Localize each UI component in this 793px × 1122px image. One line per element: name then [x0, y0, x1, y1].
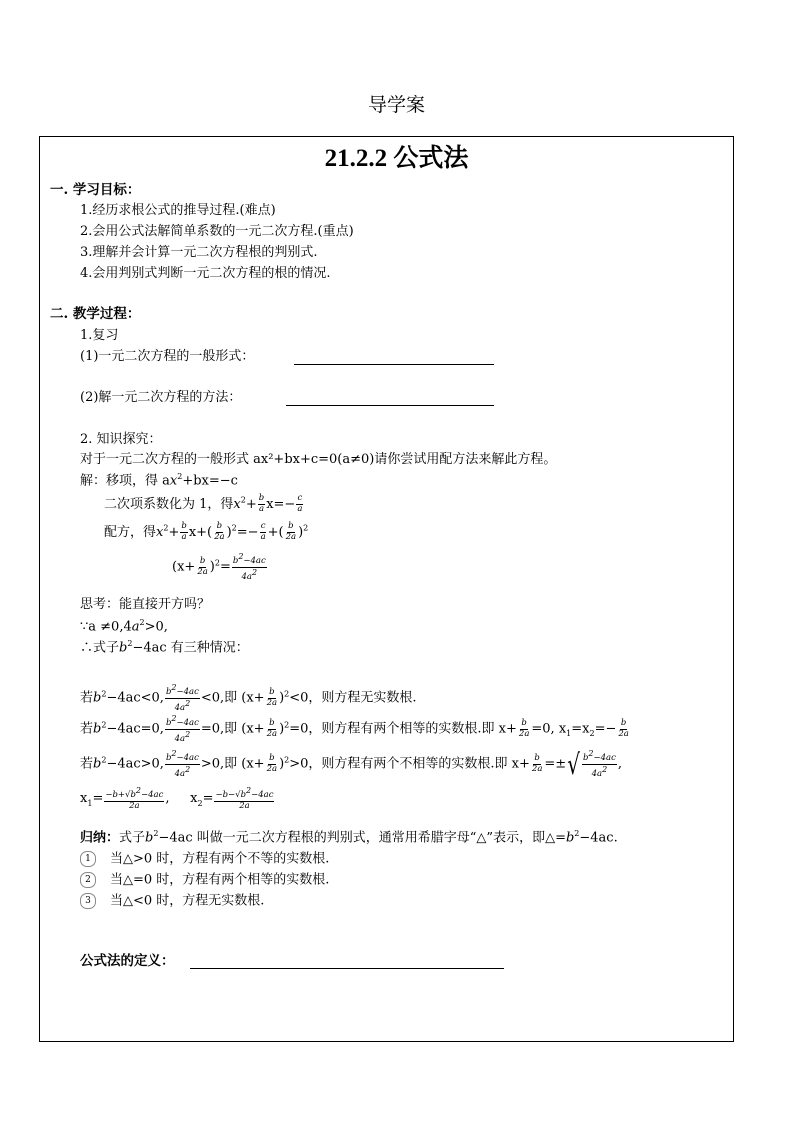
review-label: 1.复习	[80, 328, 119, 343]
summary-line: 归纳：式子$b^2-4ac$ 叫做一元二次方程根的判别式，通常用希腊字母“△”表示，即$\triangle=b^2-4ac$.	[80, 829, 618, 846]
explore-label: 2. 知识探究：	[80, 432, 162, 447]
rule-item: 1 当△>0 时，方程有两个不等的实数根.	[80, 851, 329, 867]
answer-blank-2[interactable]	[286, 405, 494, 406]
objective-item: 1.经历求根公式的推导过程.(难点)	[80, 203, 276, 218]
root-formulas: $x_1=$ $\frac{-b+√b^2-4ac}{2a}$ , $x_2=$ $\frac{-b-√b^2-4ac}{2a}$	[80, 786, 274, 811]
lesson-title: 21.2.2 公式法	[324, 145, 469, 172]
explore-intro: 对于一元二次方程的一般形式 ax²+bx+c=0(a≠0)请你尝试用配方法来解此方程。	[80, 452, 557, 467]
solve-step-move: 解：移项，得 $ax^2+bx=-c$	[80, 472, 238, 489]
objective-item: 2.会用公式法解简单系数的一元二次方程.(重点)	[80, 224, 354, 239]
because-line: ∵a $\ne 0,4a^2>0$,	[80, 618, 168, 635]
case-negative: 若$b^2-4ac<0$, $\frac{b^2-4ac}{4a^2}$ <0,即 (x+ $\frac{b}{2a}$ )$^2$<0，则方程无实数根.	[80, 683, 417, 713]
definition-blank[interactable]	[190, 968, 504, 969]
rule-item: 3 当△<0 时，方程无实数根.	[80, 893, 264, 909]
objective-item: 4.会用判别式判断一元二次方程的根的情况.	[80, 266, 331, 281]
solve-step-result: (x+ $\frac{b}{2a}$ )$^2$= $\frac{b^2-4ac}{4a^2}$	[172, 552, 266, 582]
document-header: 导学案	[367, 94, 425, 116]
solve-step-coefficient: 二次项系数化为 1，得$x^2+$ $\frac{b}{a}$ x=− $\frac{c}{a}$	[104, 493, 303, 514]
definition-label: 公式法的定义：	[80, 953, 175, 969]
case-positive: 若$b^2-4ac>0$, $\frac{b^2-4ac}{4a^2}$ >0,即 (x+ $\frac{b}{2a}$ )$^2$>0，则方程有两个不相等的实数根.即 x+ $\frac{b}{2a}$ =±√ $\frac{b^2-4ac}{4a^2}$ ,	[80, 747, 622, 781]
rule-item: 2 当△=0 时，方程有两个相等的实数根.	[80, 872, 329, 888]
solve-step-complete-square: 配方，得$x^2+$ $\frac{b}{a}$ x+( $\frac{b}{2a}$ )$^2$=− $\frac{c}{a}$ +( $\frac{b}{2a}$ )$^2$	[104, 521, 309, 542]
think-question: 思考：能直接开方吗？	[80, 597, 211, 612]
therefore-line: ∴式子$b^2-4ac$ 有三种情况：	[80, 639, 249, 656]
objective-item: 3.理解并会计算一元二次方程根的判别式.	[80, 245, 318, 260]
question-1: (1)一元二次方程的一般形式：	[80, 349, 255, 364]
answer-blank-1[interactable]	[294, 364, 494, 365]
section-process-heading: 二. 教学过程：	[50, 306, 141, 322]
case-zero: 若$b^2-4ac=0$, $\frac{b^2-4ac}{4a^2}$ =0,即 (x+ $\frac{b}{2a}$ )$^2$=0，则方程有两个相等的实数根.即 x+ $\frac{b}{2a}$ =0, $x_1=x_2=-$ $\frac{b}{2a}$	[80, 714, 629, 744]
question-2: (2)解一元二次方程的方法：	[80, 390, 242, 405]
section-objectives-heading: 一. 学习目标：	[50, 182, 141, 198]
